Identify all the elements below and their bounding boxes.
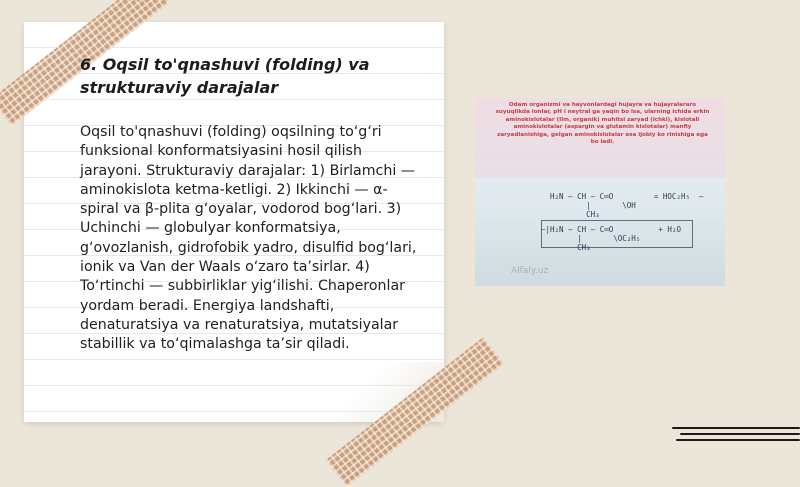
decorative-line-1 (672, 427, 800, 429)
decorative-line-2 (680, 433, 800, 435)
slide-body-text: Oqsil to'qnashuvi (folding) oqsilning to‘g‘ri funksional konformatsiyasini hosil qilish jarayoni. Strukturaviy darajalar: 1) Birlamchi — aminokislota ketma-ketligi. 2) Ikkinchi — α-spiral va β-plita g‘oyalar, vodorod bog‘lari. 3) Uchinchi — globulyar konformatsiya, g‘ovozlanish, gidrofobik yadro, disulfid bog‘lari, ionik va Van der Waals o‘zaro ta’sirlar. 4) To‘rtinchi — subbirliklar yig‘ilishi. Chaperonlar yordam beradi. Energiya landshafti, denaturatsiya va renaturatsiya, mutatsiyalar stabillik va to‘qimalashga ta’sir qiladi. (80, 124, 417, 353)
decorative-line-3 (676, 439, 800, 441)
photo-watermark: Alfaly.uz (511, 266, 549, 276)
textbook-photo (475, 98, 725, 286)
photo-heading-text: Odam organizmi va hayvonlardagi hujayra va hujayralararo suyuqlikda ionlar, pH i neytral ga yaqin bo lsa, ularning ichida erkin aminokislotalar (Ilm, organik) muhitsi zaryad (ichki), kislotali aminokislotalar (aspargin va glutamin kislotalar) manfiy zaryadlanishiga, gelgan aminokislotalar esa ijobiy ko rinishiga ega bo ladi. (495, 102, 710, 146)
slide-title: 6. Oqsil to'qnashuvi (folding) va strukturaviy darajalar (80, 55, 370, 97)
photo-formula-1: H₂N — CH — C═O = HOC₂H₅ — | \OH CH₃ (550, 192, 704, 219)
photo-formula-2: —|H₂N — CH — C═O + H₂O | \OC₂H₅ CH₃ (541, 225, 681, 252)
